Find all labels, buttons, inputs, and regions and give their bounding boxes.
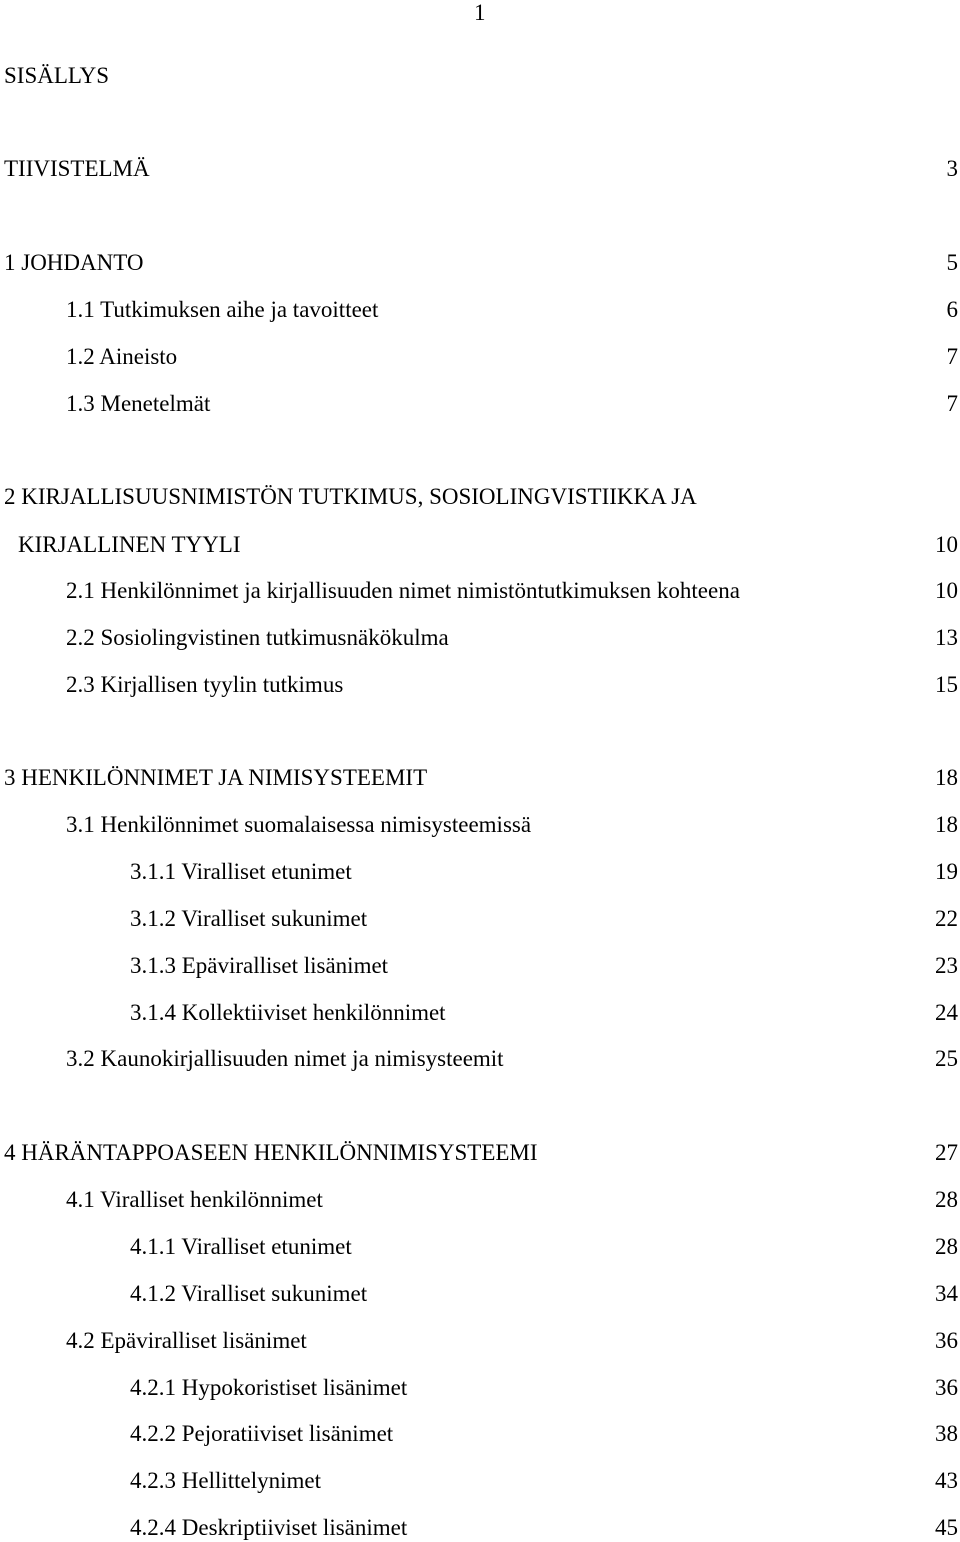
toc-entry-page: 45	[935, 1515, 958, 1540]
toc-entry[interactable]	[0, 1186, 960, 1214]
toc-entry-page: 43	[935, 1468, 958, 1493]
toc-entry-title: KIRJALLINEN TYYLI	[18, 532, 241, 557]
toc-entry[interactable]	[0, 671, 960, 699]
toc-entry-page: 6	[946, 297, 958, 322]
toc-entry[interactable]	[0, 999, 960, 1027]
toc-entry-title: 3.1.1 Viralliset etunimet	[130, 859, 352, 884]
toc-entry-page: 3	[946, 156, 958, 181]
toc-entry-title: 3.1.2 Viralliset sukunimet	[130, 906, 368, 931]
toc-entry-title: 4.2.4 Deskriptiiviset lisänimet	[130, 1515, 408, 1540]
toc-entry[interactable]	[0, 905, 960, 933]
toc-entry-title: 3.1 Henkilönnimet suomalaisessa nimisysteemissä	[66, 812, 532, 837]
toc-entry-title: 4.2.1 Hypokoristiset lisänimet	[130, 1375, 408, 1400]
toc-entry-title: 4.1 Viralliset henkilönnimet	[66, 1187, 323, 1212]
toc-entry[interactable]	[0, 1280, 960, 1308]
toc-entry[interactable]	[0, 1045, 960, 1073]
toc-heading: SISÄLLYS	[4, 63, 110, 88]
toc-entry[interactable]	[0, 811, 960, 839]
toc-entry[interactable]	[0, 764, 960, 792]
toc-entry[interactable]	[0, 952, 960, 980]
toc-entry-page: 5	[946, 250, 958, 275]
toc-entry[interactable]	[0, 1420, 960, 1448]
toc-entry-title: 1 JOHDANTO	[4, 250, 144, 275]
toc-entry-title: TIIVISTELMÄ	[4, 156, 150, 181]
toc-entry-page: 18	[935, 812, 958, 837]
toc-entry-page: 10	[935, 578, 958, 603]
toc-entry[interactable]	[0, 1374, 960, 1402]
toc-entry[interactable]	[0, 624, 960, 652]
toc-entry-title: 4.1.1 Viralliset etunimet	[130, 1234, 352, 1259]
toc-entry[interactable]	[0, 249, 960, 277]
toc-entry-title: 2.3 Kirjallisen tyylin tutkimus	[66, 672, 344, 697]
toc-entry-title: 3.1.4 Kollektiiviset henkilönnimet	[130, 1000, 446, 1025]
toc-entry-title: 2.2 Sosiolingvistinen tutkimusnäkökulma	[66, 625, 449, 650]
toc-entry-title: 1.3 Menetelmät	[66, 391, 211, 416]
toc-entry-page: 34	[935, 1281, 958, 1306]
toc-entry-page: 28	[935, 1187, 958, 1212]
toc-entry-title: 2.1 Henkilönnimet ja kirjallisuuden nimet nimistöntutkimuksen kohteena	[66, 578, 740, 603]
toc-entry-page: 19	[935, 859, 958, 884]
toc-entry[interactable]	[0, 1467, 960, 1495]
toc-entry-title: 3.2 Kaunokirjallisuuden nimet ja nimisysteemit	[66, 1046, 504, 1071]
toc-entry-title: 2 KIRJALLISUUSNIMISTÖN TUTKIMUS, SOSIOLINGVISTIIKKA JA	[4, 484, 697, 509]
toc-entry-page: 38	[935, 1421, 958, 1446]
toc-entry[interactable]	[0, 483, 960, 511]
toc-entry[interactable]	[0, 577, 960, 605]
toc-entry-title: 4.2 Epäviralliset lisänimet	[66, 1328, 307, 1353]
toc-entry-title: 4 HÄRÄNTAPPOASEEN HENKILÖNNIMISYSTEEMI	[4, 1140, 538, 1165]
toc-entry-page: 28	[935, 1234, 958, 1259]
toc-entry[interactable]	[0, 531, 960, 559]
toc-entry-page: 7	[946, 344, 958, 369]
toc-entry-page: 7	[946, 391, 958, 416]
toc-entry-title: 4.1.2 Viralliset sukunimet	[130, 1281, 368, 1306]
toc-entry[interactable]	[0, 296, 960, 324]
toc-entry-page: 23	[935, 953, 958, 978]
toc-entry-title: 3.1.3 Epäviralliset lisänimet	[130, 953, 389, 978]
toc-entry[interactable]	[0, 1514, 960, 1542]
toc-entry[interactable]	[0, 155, 960, 183]
toc-entry[interactable]	[0, 1139, 960, 1167]
toc-entry-title: 4.2.3 Hellittelynimet	[130, 1468, 321, 1493]
toc-entry[interactable]	[0, 1327, 960, 1355]
toc-entry-page: 22	[935, 906, 958, 931]
toc-entry[interactable]	[0, 858, 960, 886]
toc-entry-page: 10	[935, 532, 958, 557]
toc-entry-title: 4.2.2 Pejoratiiviset lisänimet	[130, 1421, 394, 1446]
toc-entry[interactable]	[0, 390, 960, 418]
toc-entry-page: 24	[935, 1000, 958, 1025]
toc-entry-page: 15	[935, 672, 958, 697]
toc-entry[interactable]	[0, 1233, 960, 1261]
page-number: 1	[474, 0, 486, 25]
toc-entry-page: 27	[935, 1140, 958, 1165]
toc-entry-title: 1.1 Tutkimuksen aihe ja tavoitteet	[66, 297, 379, 322]
toc-entry-page: 36	[935, 1375, 958, 1400]
toc-entry[interactable]	[0, 343, 960, 371]
toc-entry-page: 18	[935, 765, 958, 790]
toc-entry-page: 25	[935, 1046, 958, 1071]
toc-entry-page: 36	[935, 1328, 958, 1353]
toc-entry-title: 1.2 Aineisto	[66, 344, 178, 369]
toc-entry-page: 13	[935, 625, 958, 650]
toc-entry-title: 3 HENKILÖNNIMET JA NIMISYSTEEMIT	[4, 765, 428, 790]
